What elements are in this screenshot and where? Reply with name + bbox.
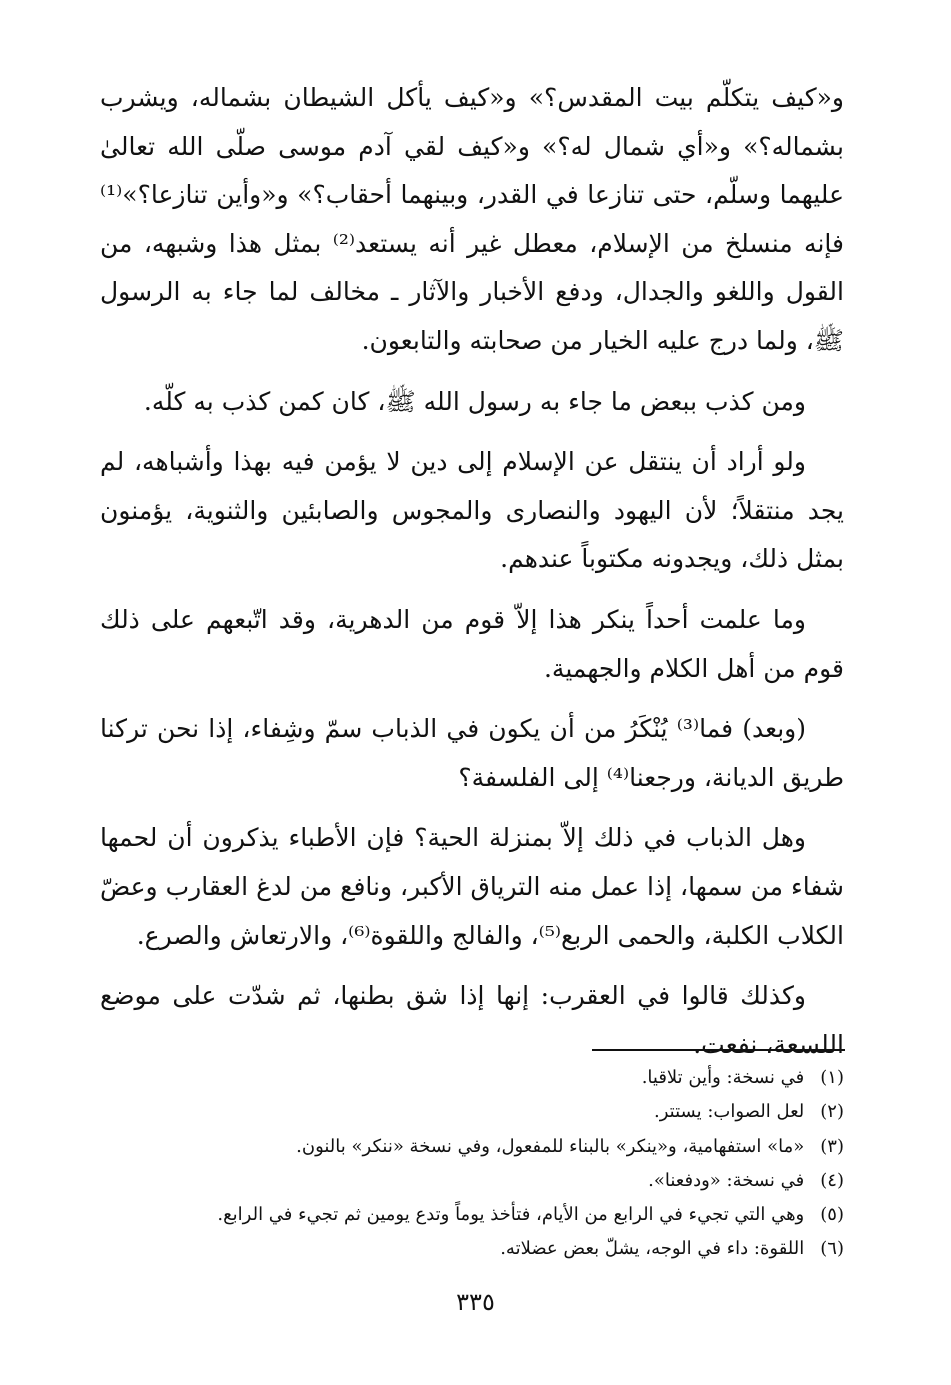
footnote-5 [120, 1198, 844, 1232]
footnote-text: في نسخة: وأين تلاقيا. [641, 1067, 805, 1088]
paragraph-3: ولو أراد أن ينتقل عن الإسلام إلى دين لا يؤمن فيه بهذا وأشباهه، لم يجد منتقلاً؛ لأن اليهود والنصارى والمجوس والصابئين والثنوية، يؤمنون بمثل ذلك، ويجدونه مكتوباً عندهم. [100, 447, 844, 574]
footnote-number: (٥) [820, 1204, 844, 1226]
paragraph-2: ومن كذب ببعض ما جاء به رسول الله ﷺ، كان كمن كذب به كلّه. [143, 386, 806, 416]
footnote-1 [120, 1061, 844, 1095]
footnote-number: (٣) [820, 1135, 844, 1157]
footnote-text: اللقوة: داء في الوجه، يشلّ بعض عضلاته. [500, 1238, 805, 1260]
footnotes [120, 1061, 844, 1267]
footnote-6 [120, 1232, 844, 1266]
footnote-number: (٤) [820, 1169, 844, 1191]
footnote-number: (١) [820, 1067, 844, 1088]
page-number: ٣٣٥ [456, 1288, 495, 1316]
footnote-4 [120, 1164, 844, 1198]
paragraph-4: وما علمت أحداً ينكر هذا إلاّ قوم من الدهرية، وقد اتّبعهم على ذلك قوم من أهل الكلام والجهمية. [100, 604, 844, 683]
paragraph-6: وهل الذباب في ذلك إلاّ بمنزلة الحية؟ فإن الأطباء يذكرون أن لحمها شفاء من سمها، إذا عمل منه الترياق الأكبر، ونافع من لدغ العقارب وعضّ الكلاب الكلبة، والحمى الربع⁽⁵⁾، والفالج واللقوة⁽⁶⁾، والارتعاش والصرع. [100, 823, 844, 950]
footnote-number: (٦) [820, 1238, 844, 1260]
footnote-text: لعل الصواب: يستتر. [654, 1101, 805, 1123]
footnote-number: (٢) [820, 1101, 844, 1123]
footnote-text: وهي التي تجيء في الرابع من الأيام، فتأخذ يوماً وتدع يومين ثم تجيء في الرابع. [217, 1204, 805, 1226]
footnote-divider [592, 1049, 845, 1051]
paragraph-1: و«كيف يتكلّم بيت المقدس؟» و«كيف يأكل الشيطان بشماله، ويشرب بشماله؟» و«أي شمال له؟» و«كيف لقي آدم موسى صلّى الله تعالىٰ عليهما وسلّم، حتى تنازعا في القدر، وبينهما أحقاب؟» و«وأين تنازعا؟»⁽¹⁾ فإنه منسلخ من الإسلام، معطل غير أنه يستعد⁽²⁾ بمثل هذا وشبهه، من القول واللغو والجدال، ودفع الأخبار والآثار ـ مخالف لما جاء به الرسول ﷺ، ولما درج عليه الخيار من صحابته والتابعون. [100, 83, 844, 355]
footnote-3 [120, 1130, 844, 1164]
main-text [100, 74, 844, 1081]
paragraph-5: (وبعد) فما⁽³⁾ يُنْكَرُ من أن يكون في الذباب سمّ وشِفاء، إذا نحن تركنا طريق الديانة، ورجعنا⁽⁴⁾ إلى الفلسفة؟ [100, 714, 844, 792]
footnote-2 [120, 1095, 844, 1129]
footnote-text: «ما» استفهامية، و«ينكر» بالبناء للمفعول، وفي نسخة «ننكر» بالنون. [296, 1135, 805, 1157]
paragraph-7: وكذلك قالوا في العقرب: إنها إذا شق بطنها، ثم شدّت على موضع اللسعة، نفعت. [100, 981, 844, 1059]
footnote-text: في نسخة: «ودفعنا». [648, 1169, 805, 1191]
